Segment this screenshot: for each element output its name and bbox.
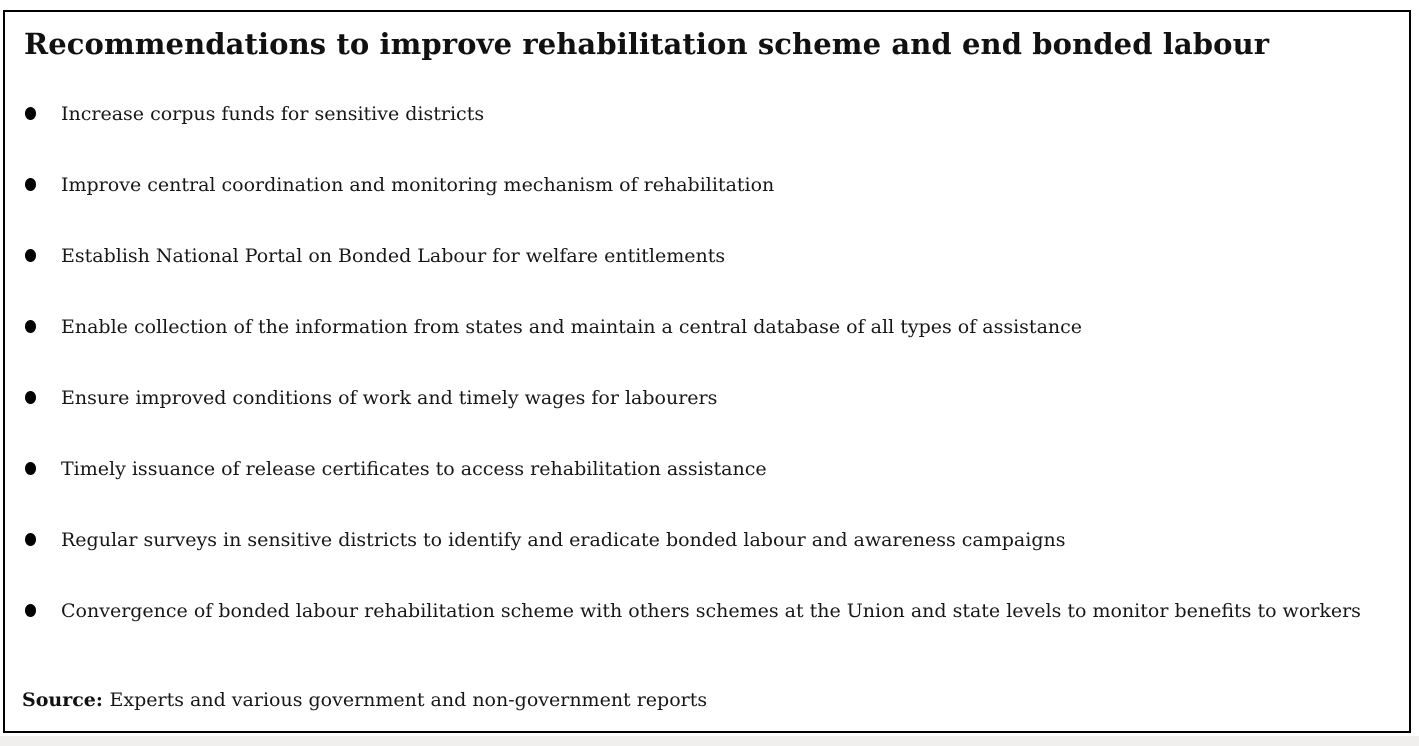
list-item-text: Convergence of bonded labour rehabilitation scheme with others schemes at the Union and state levels to monitor benefits to workers	[61, 599, 1361, 622]
bullet-icon	[25, 249, 36, 262]
bullet-icon	[25, 604, 36, 617]
list-item-text: Regular surveys in sensitive districts to identify and eradicate bonded labour and awareness campaigns	[61, 528, 1066, 551]
source-text: Experts and various government and non-government reports	[109, 688, 708, 711]
list-item	[22, 598, 1399, 624]
list-item	[22, 243, 1399, 269]
list-item	[22, 456, 1399, 482]
list-item	[22, 172, 1399, 198]
source-label: Source:	[22, 688, 103, 711]
list-item-text: Ensure improved conditions of work and timely wages for labourers	[61, 386, 718, 409]
list-item	[22, 527, 1399, 553]
list-item-text: Improve central coordination and monitoring mechanism of rehabilitation	[61, 173, 775, 196]
source-line	[22, 687, 1399, 713]
list-item-text: Increase corpus funds for sensitive districts	[61, 102, 485, 125]
list-item	[22, 314, 1399, 340]
bullet-icon	[25, 320, 36, 333]
recommendations-list	[22, 101, 1399, 624]
list-item	[22, 101, 1399, 127]
page-background-strip	[0, 736, 1419, 746]
list-item	[22, 385, 1399, 411]
list-item-text: Timely issuance of release certificates to access rehabilitation assistance	[61, 457, 767, 480]
recommendations-figure-box	[3, 10, 1411, 733]
list-item-text: Establish National Portal on Bonded Labour for welfare entitlements	[61, 244, 726, 267]
bullet-icon	[25, 107, 36, 120]
list-item-text: Enable collection of the information from states and maintain a central database of all types of assistance	[61, 315, 1083, 338]
bullet-icon	[25, 178, 36, 191]
bullet-icon	[25, 462, 36, 475]
figure-title: Recommendations to improve rehabilitation scheme and end bonded labour	[24, 27, 1270, 61]
bullet-icon	[25, 533, 36, 546]
bullet-icon	[25, 391, 36, 404]
